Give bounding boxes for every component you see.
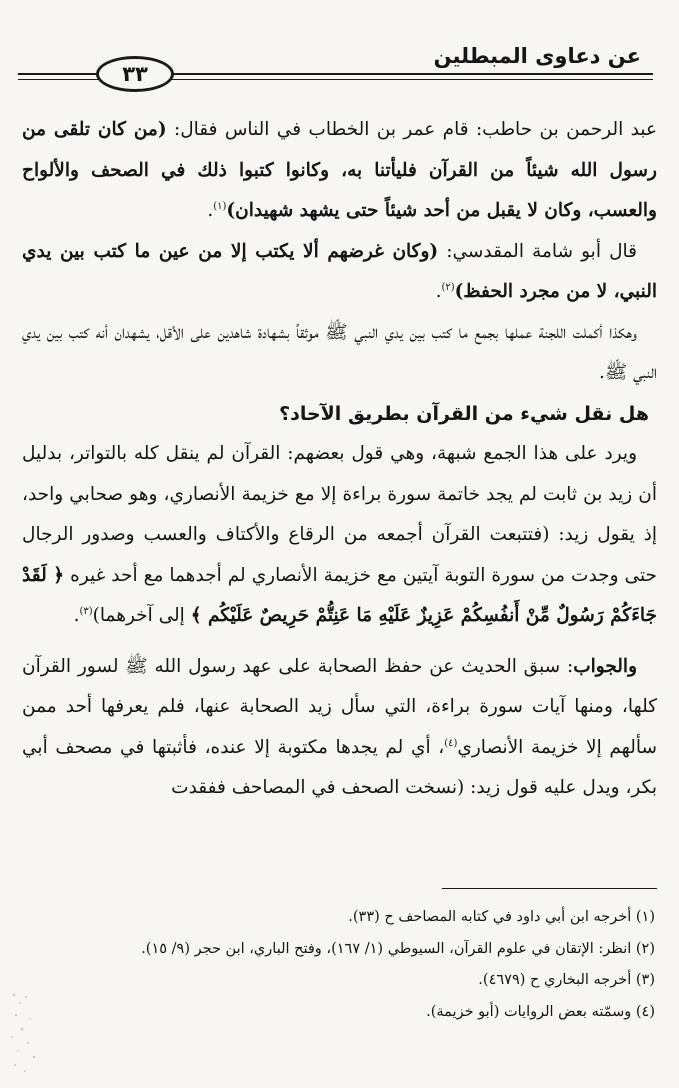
paragraph-2-end: . — [435, 281, 442, 302]
footnote-item: (٤) وسمّته بعض الروايات (أبو خزيمة). — [426, 1003, 655, 1020]
footnote-item: (١) أخرجه ابن أبي داود في كتابه المصاحف ح (٣٣). — [348, 909, 655, 925]
running-title: عن دعاوى المبطلين — [433, 44, 641, 68]
footnote-ref-4[interactable]: (٤) — [444, 737, 458, 749]
paragraph-gap — [22, 637, 657, 647]
paragraph-1-end: . — [207, 200, 214, 221]
paragraph-5-text: : سبق الحديث عن حفظ الصحابة على عهد رسول الله ﷺ لسور القرآن كلها، ومنها آيات سورة براءة، التي سأل زيد الصحابة عنها، فلم يعرفها أحد ممن سألهم إلا خزيمة الأنصاري — [22, 655, 657, 758]
paragraph-3: وهكذا أكملت اللجنة عملها بجمع ما كتب بين يدي النبي ﷺ موثقاً بشهادة شاهدين على الأقل، يشهدان أنه كتب بين يدي النبي ﷺ. — [22, 321, 657, 383]
scan-noise-mark — [6, 985, 42, 1075]
footnote-item: (٢) انظر: الإتقان في علوم القرآن، السيوطي (١/ ١٦٧)، وفتح الباري، ابن حجر (٩/ ١٥). — [141, 940, 655, 957]
footnotes — [22, 902, 655, 1028]
page-number-badge: ٣٣ — [96, 56, 174, 92]
paragraph-2 — [22, 232, 657, 313]
page-header — [0, 0, 679, 105]
paragraph-2-intro: قال أبو شامة المقدسي: — [438, 240, 637, 262]
paragraph-1 — [22, 110, 657, 232]
paragraph-4-end: . — [73, 605, 80, 626]
section-heading: هل نقل شيء من القرآن بطريق الآحاد؟ — [279, 402, 649, 425]
quran-verse: ﴿ لَقَدْ جَاءَكُمْ رَسُولٌ مِّنْ أَنفُسِكُمْ عَزِيزٌ عَلَيْهِ مَا عَنِتُّمْ حَرِيصٌ عَلَيْكُم ﴾ — [22, 564, 657, 626]
footnote-item: (٣) أخرجه البخاري ح (٤٦٧٩). — [478, 972, 655, 988]
paragraph-4-text: ويرد على هذا الجمع شبهة، وهي قول بعضهم: القرآن لم ينقل كله بالتواتر، بدليل أن زيد بن ثابت لم يجد خاتمة سورة براءة إلا مع خزيمة الأنصاري، وهو صحابي واحد، إذ يقول زيد: (فتتبعت القرآن أجمعه من الرقاع والأكتاف والعسب وصدور الرجال حتى وجدت من سورة التوبة آيتين مع خزيمة الأنصاري لم أجدهما مع أحد غيره — [22, 443, 657, 586]
paragraph-2-quote: (وكان غرضهم ألا يكتب إلا من عين ما كتب بين يدي النبي، لا من مجرد الحفظ) — [22, 240, 657, 302]
footnote-ref-3[interactable]: (٣) — [79, 605, 93, 617]
paragraph-4-tail: إلى آخرهما) — [92, 605, 191, 626]
paragraph-1-intro: عبد الرحمن بن حاطب: قام عمر بن الخطاب في الناس فقال: — [166, 119, 657, 140]
footnote-ref-1[interactable]: (١) — [213, 200, 227, 212]
paragraph-5-cont: ، أي لم يجدها مكتوبة إلا عنده، فأثبتها في مصحف أبي بكر، ويدل عليه قول زيد: (نسخت الصحف في المصاحف ففقدت — [22, 736, 657, 798]
main-text — [22, 110, 657, 809]
footnote-separator — [442, 888, 657, 889]
paragraph-5 — [22, 647, 657, 809]
answer-label: والجواب — [573, 655, 637, 677]
paragraph-1-quote: (من كان تلقى من رسول الله شيئاً من القرآن فليأتنا به، وكانوا كتبوا ذلك في الصحف والألواح والعسب، وكان لا يقبل من أحد شيئاً حتى يشهد شهيدان) — [22, 119, 657, 221]
paragraph-4 — [22, 434, 657, 637]
footnote-ref-2[interactable]: (٢) — [441, 281, 455, 293]
